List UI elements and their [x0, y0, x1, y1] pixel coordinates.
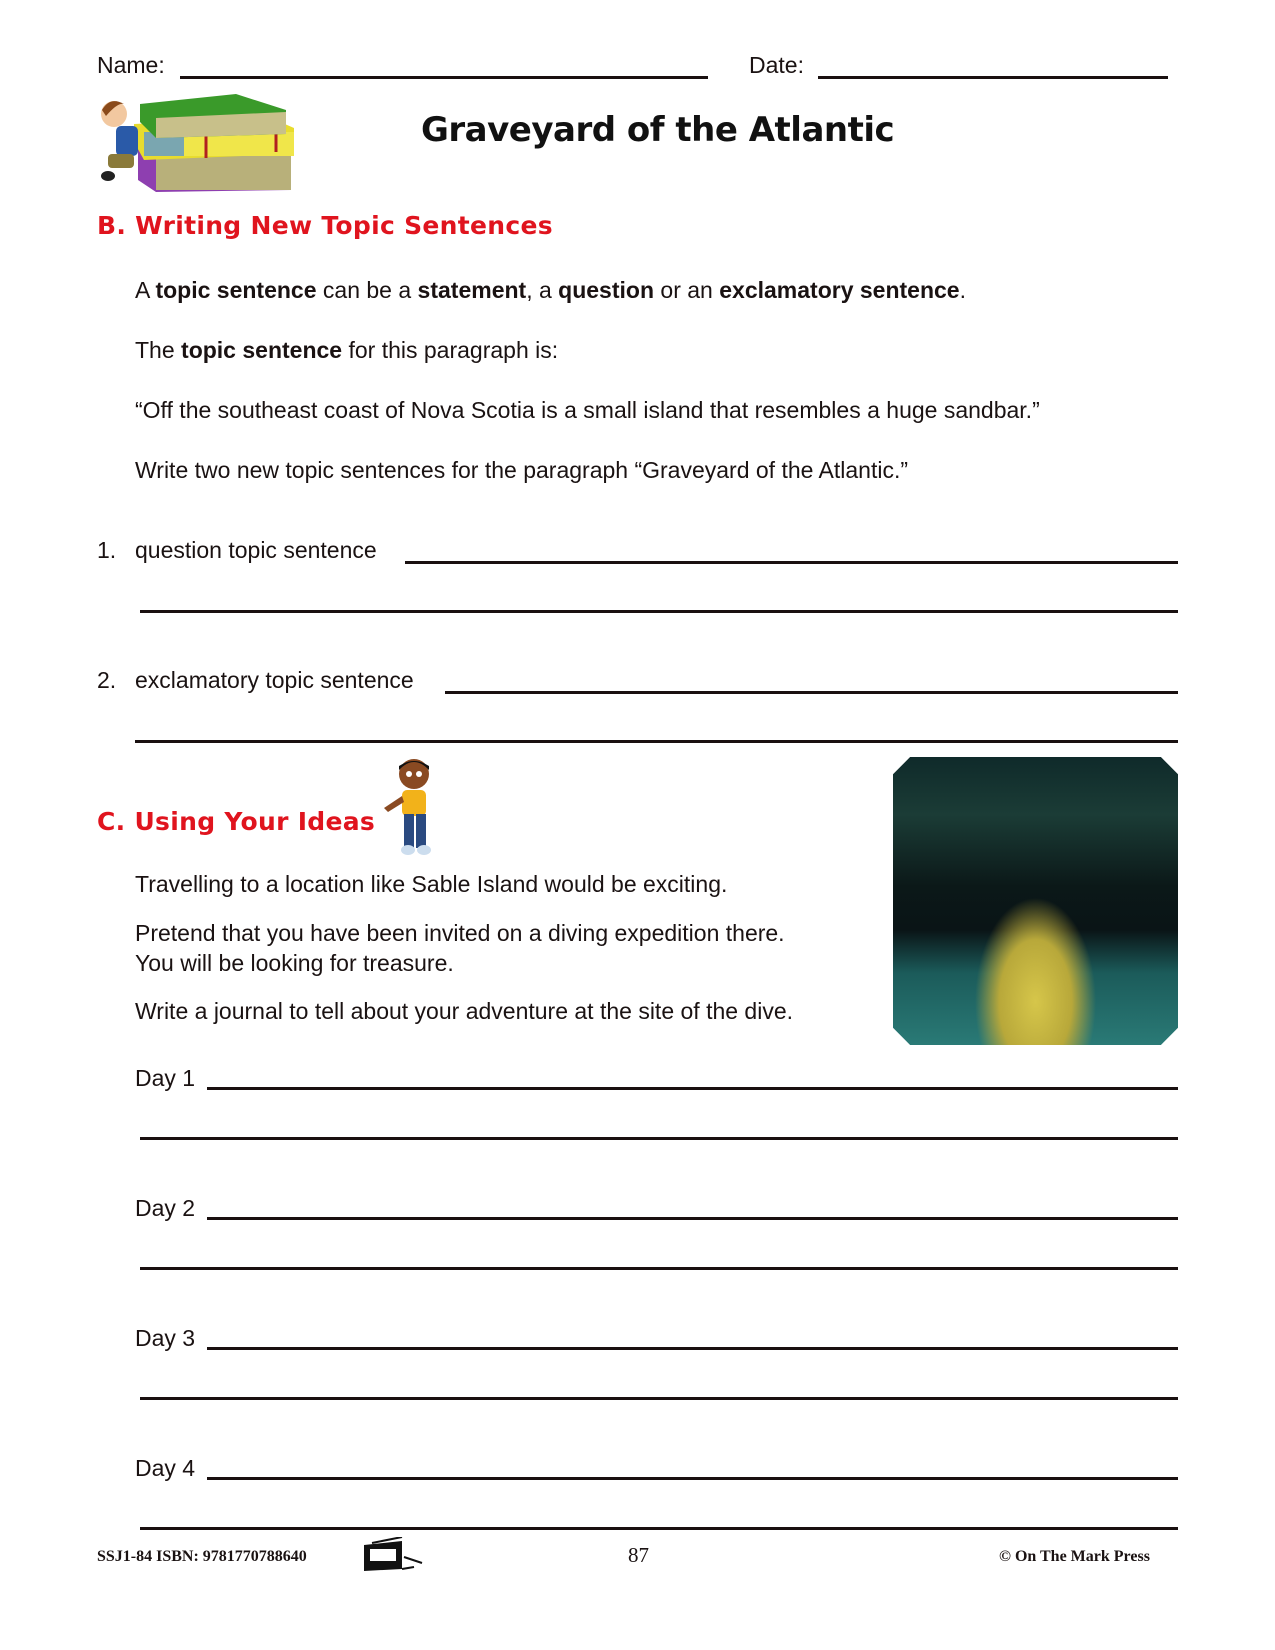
- footer-isbn: SSJ1-84 ISBN: 9781770788640: [97, 1548, 307, 1565]
- books-clipart-icon: [96, 92, 301, 198]
- topic-sentence-intro: [135, 337, 558, 364]
- name-field[interactable]: [180, 76, 708, 79]
- item-label: exclamatory topic sentence: [135, 667, 414, 693]
- text: for this paragraph is:: [342, 337, 559, 363]
- bold-term: topic sentence: [181, 337, 343, 363]
- day-3-line-1[interactable]: [207, 1347, 1178, 1350]
- question-answer-line-2[interactable]: [140, 610, 1178, 613]
- text: The: [135, 337, 182, 363]
- text: can be a: [316, 277, 418, 303]
- text: , a: [526, 277, 559, 303]
- exclamatory-answer-line-2[interactable]: [135, 740, 1178, 743]
- page-number: 87: [628, 1543, 649, 1567]
- instruction-text: Write two new topic sentences for the paragraph “Graveyard of the Atlantic.”: [135, 457, 909, 483]
- text: A: [135, 277, 156, 303]
- photocopier-icon: [362, 1537, 434, 1573]
- exclamatory-answer-line-1[interactable]: [445, 691, 1178, 694]
- travel-text: Travelling to a location like Sable Island would be exciting.: [135, 871, 728, 897]
- day-3-line-2[interactable]: [140, 1397, 1178, 1400]
- day-label: Day 3: [135, 1325, 196, 1351]
- definition-paragraph: [135, 277, 966, 304]
- name-label: Name:: [97, 52, 165, 78]
- pretend-text: Pretend that you have been invited on a diving expedition there.: [135, 920, 785, 946]
- bold-term: question: [558, 277, 655, 303]
- day-label: Day 4: [135, 1455, 196, 1481]
- question-answer-line-1[interactable]: [405, 561, 1178, 564]
- bold-term: topic sentence: [155, 277, 317, 303]
- journal-instruction: Write a journal to tell about your adventure at the site of the dive.: [135, 998, 794, 1024]
- section-c-heading: C. Using Your Ideas: [97, 807, 376, 836]
- footer-copyright: © On The Mark Press: [999, 1548, 1150, 1565]
- bold-term: statement: [417, 277, 527, 303]
- day-1-line-2[interactable]: [140, 1137, 1178, 1140]
- quoted-topic-sentence: “Off the southeast coast of Nova Scotia is a small island that resembles a huge sandbar.”: [135, 397, 1040, 423]
- text: or an: [654, 277, 720, 303]
- section-b-heading: B. Writing New Topic Sentences: [97, 211, 553, 240]
- item-number: 1.: [97, 537, 117, 563]
- day-1-line-1[interactable]: [207, 1087, 1178, 1090]
- text: .: [959, 277, 966, 303]
- day-label: Day 2: [135, 1195, 196, 1221]
- page-title: Graveyard of the Atlantic: [421, 110, 895, 150]
- day-4-line-1[interactable]: [207, 1477, 1178, 1480]
- day-4-line-2[interactable]: [140, 1527, 1178, 1530]
- treasure-text: You will be looking for treasure.: [135, 950, 454, 976]
- date-field[interactable]: [818, 76, 1168, 79]
- bold-term: exclamatory sentence: [719, 277, 960, 303]
- date-label: Date:: [749, 52, 804, 78]
- day-label: Day 1: [135, 1065, 196, 1091]
- boy-clipart-icon: [380, 758, 440, 858]
- day-2-line-1[interactable]: [207, 1217, 1178, 1220]
- item-label: question topic sentence: [135, 537, 377, 563]
- gold-bars-photo: [893, 757, 1178, 1045]
- item-number: 2.: [97, 667, 117, 693]
- day-2-line-2[interactable]: [140, 1267, 1178, 1270]
